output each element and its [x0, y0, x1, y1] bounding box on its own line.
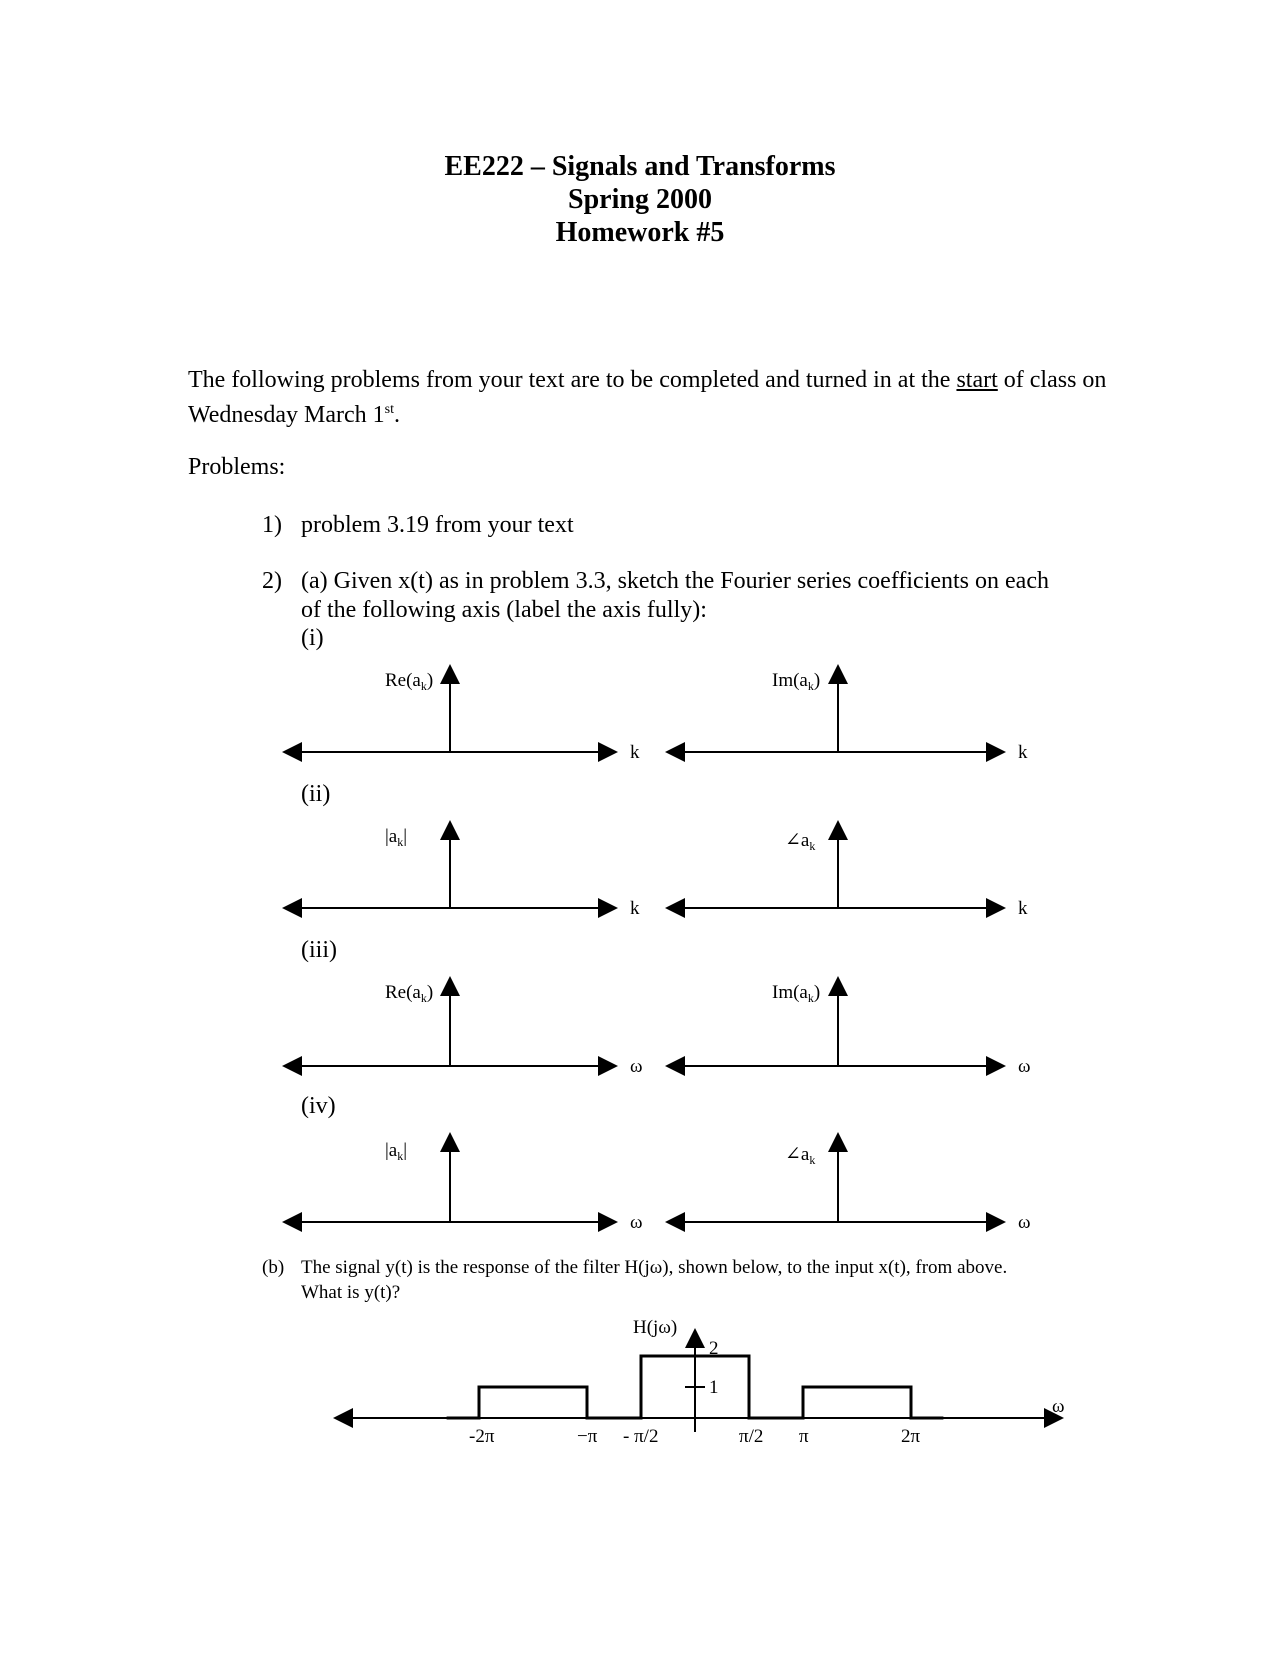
- x-label-omega: ω: [1018, 1212, 1031, 1233]
- y-tick-label: 1: [709, 1377, 719, 1398]
- y-label-abs-ak: $|a_k|$: [385, 1140, 408, 1163]
- intro-underlined: start: [956, 367, 998, 393]
- x-label-omega: ω: [630, 1056, 643, 1077]
- x-tick-label: π/2: [739, 1426, 764, 1447]
- problem-2-number: 2): [262, 568, 282, 594]
- intro-text-2: of class on Wednesday March 1: [188, 367, 1107, 428]
- x-tick-label: - π/2: [623, 1426, 659, 1447]
- chart-xlabel: ω: [1052, 1396, 1065, 1417]
- part-b-line1: The signal y(t) is the response of the filter H(jω), shown below, to the input x(t), from above.: [301, 1257, 1008, 1278]
- problems-heading: Problems:: [188, 454, 286, 480]
- homework-number: Homework #5: [555, 217, 725, 248]
- part-b-label: (b): [262, 1257, 285, 1278]
- y-label-im-ak: $Im(a_k)$: [772, 982, 821, 1005]
- problem-2a-line1: (a) Given x(t) as in problem 3.3, sketch the Fourier series coefficients on each: [301, 568, 1049, 594]
- x-label-omega: ω: [1018, 1056, 1031, 1077]
- x-tick-label: 2π: [901, 1426, 921, 1447]
- course-title: EE222 – Signals and Transforms: [444, 151, 836, 182]
- problem-2a-line2: of the following axis (label the axis fully):: [301, 597, 707, 623]
- y-label-angle-ak: $\angle a_k$: [785, 830, 816, 853]
- y-tick-label: 2: [709, 1338, 719, 1359]
- intro-end: .: [394, 402, 401, 428]
- x-label-omega: ω: [630, 1212, 643, 1233]
- subpart-label-iii: (iii): [301, 937, 337, 963]
- y-label-re-ak: $Re(a_k)$: [385, 982, 434, 1005]
- semester: Spring 2000: [568, 184, 712, 215]
- y-label-abs-ak: $|a_k|$: [385, 826, 408, 849]
- subpart-label-iv: (iv): [301, 1093, 336, 1119]
- part-b-line2: What is y(t)?: [301, 1282, 401, 1303]
- x-label-k: k: [630, 742, 640, 763]
- y-label-angle-ak: $\angle a_k$: [785, 1144, 816, 1167]
- subpart-label-ii: (ii): [301, 781, 331, 807]
- y-label-im-ak: $Im(a_k)$: [772, 670, 821, 693]
- x-label-k: k: [1018, 898, 1028, 919]
- y-label-re-ak: $Re(a_k)$: [385, 670, 434, 693]
- x-tick-label: −π: [577, 1426, 598, 1447]
- problem-1-number: 1): [262, 512, 282, 538]
- intro-text-1: The following problems from your text are to be completed and turned in at the: [188, 367, 957, 393]
- problem-1-text: problem 3.19 from your text: [301, 512, 574, 538]
- x-label-k: k: [630, 898, 640, 919]
- intro-superscript: st: [384, 402, 395, 417]
- chart-title: H(jω): [633, 1317, 678, 1338]
- x-label-k: k: [1018, 742, 1028, 763]
- x-tick-label: -2π: [469, 1426, 495, 1447]
- subpart-label-i: (i): [301, 625, 324, 651]
- x-tick-label: π: [799, 1426, 809, 1447]
